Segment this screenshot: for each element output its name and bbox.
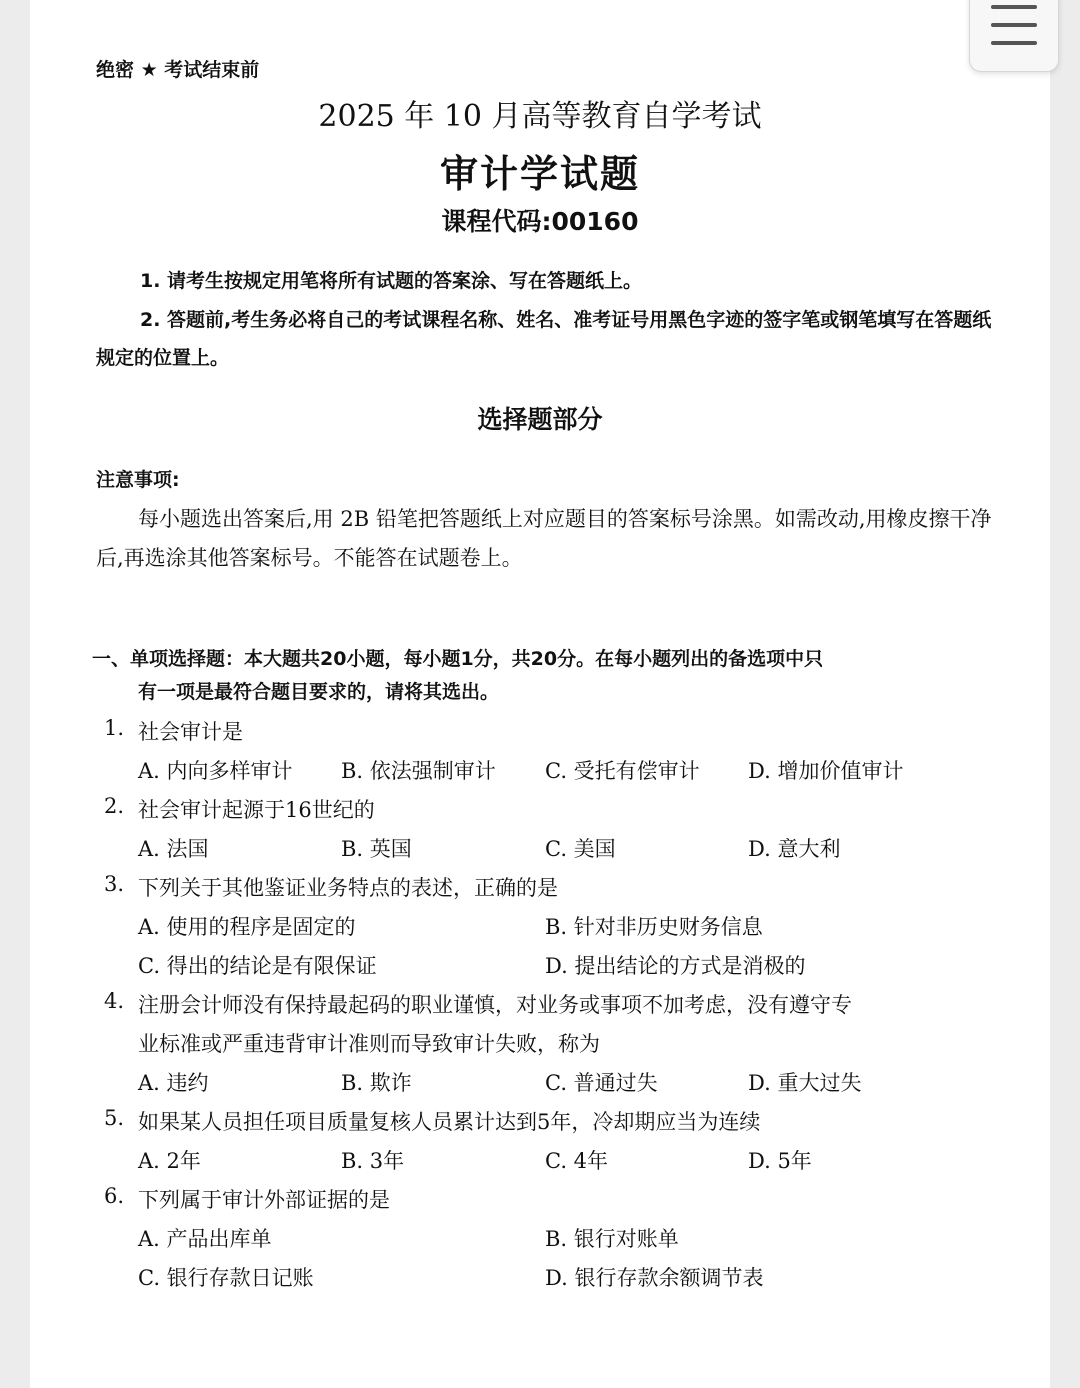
option-c: C. 受托有偿审计 [545, 759, 700, 783]
option-b: B. 英国 [341, 837, 412, 861]
part-one-heading [92, 643, 992, 709]
confidential-label: 绝密 ★ 考试结束前 [96, 59, 260, 81]
option-d: D. 意大利 [748, 837, 841, 861]
option-d: D. 提出结论的方式是消极的 [545, 954, 806, 978]
instruction-2: 2. 答题前,考生务必将自己的考试课程名称、姓名、准考证号用黑色字迹的签字笔或钢笔填写在答题纸规定的位置上。 [96, 309, 992, 369]
question-number: 3. [104, 872, 125, 896]
question-number: 5. [104, 1106, 125, 1130]
question-stem: 下列关于其他鉴证业务特点的表述，正确的是 [138, 876, 558, 900]
part-one-line1: 一、单项选择题：本大题共20小题，每小题1分，共20分。在每小题列出的备选项中只 [92, 648, 824, 670]
option-c: C. 普通过失 [545, 1071, 658, 1095]
option-c: C. 美国 [545, 837, 616, 861]
page-title: 审计学试题 [439, 152, 640, 196]
question-stem-continued: 业标准或严重违背审计准则而导致审计失败，称为 [138, 1032, 600, 1056]
instruction-1: 1. 请考生按规定用笔将所有试题的答案涂、写在答题纸上。 [140, 270, 643, 292]
option-a: A. 产品出库单 [138, 1227, 272, 1251]
option-a: A. 法国 [138, 837, 209, 861]
course-code: 课程代码:00160 [441, 207, 639, 236]
section-title: 选择题部分 [477, 405, 603, 434]
notice-body: 每小题选出答案后,用 2B 铅笔把答题纸上对应题目的答案标号涂黑。如需改动,用橡皮擦干净后,再选涂其他答案标号。不能答在试题卷上。 [96, 507, 992, 570]
option-c: C. 得出的结论是有限保证 [138, 954, 377, 978]
option-a: A. 违约 [138, 1071, 209, 1095]
option-d: D. 5年 [748, 1149, 812, 1173]
question-number: 6. [104, 1184, 125, 1208]
menu-icon-bar [991, 41, 1037, 45]
menu-icon-bar [991, 23, 1037, 27]
question-number: 4. [104, 989, 125, 1013]
option-c: C. 4年 [545, 1149, 609, 1173]
question-stem: 注册会计师没有保持最起码的职业谨慎，对业务或事项不加考虑，没有遵守专 [138, 993, 852, 1017]
question-stem: 社会审计是 [138, 720, 243, 744]
option-b: B. 银行对账单 [545, 1227, 679, 1251]
question-number: 1. [104, 716, 125, 740]
option-b: B. 针对非历史财务信息 [545, 915, 763, 939]
option-a: A. 使用的程序是固定的 [138, 915, 356, 939]
question-stem: 如果某人员担任项目质量复核人员累计达到5年，冷却期应当为连续 [138, 1110, 761, 1134]
option-b: B. 依法强制审计 [341, 759, 496, 783]
option-a: A. 内向多样审计 [138, 759, 293, 783]
question-number: 2. [104, 794, 125, 818]
option-b: B. 3年 [341, 1149, 405, 1173]
notice-heading: 注意事项: [96, 469, 180, 491]
option-d: D. 重大过失 [748, 1071, 862, 1095]
option-d: D. 增加价值审计 [748, 759, 904, 783]
menu-button[interactable] [969, 0, 1059, 72]
exam-name: 2025 年 10 月高等教育自学考试 [318, 99, 762, 134]
part-one-line2: 有一项是最符合题目要求的，请将其选出。 [138, 681, 500, 703]
option-a: A. 2年 [138, 1149, 201, 1173]
option-c: C. 银行存款日记账 [138, 1266, 314, 1290]
option-d: D. 银行存款余额调节表 [545, 1266, 764, 1290]
question-stem: 下列属于审计外部证据的是 [138, 1188, 390, 1212]
question-stem: 社会审计起源于16世纪的 [138, 798, 375, 822]
menu-icon [991, 5, 1037, 9]
option-b: B. 欺诈 [341, 1071, 412, 1095]
